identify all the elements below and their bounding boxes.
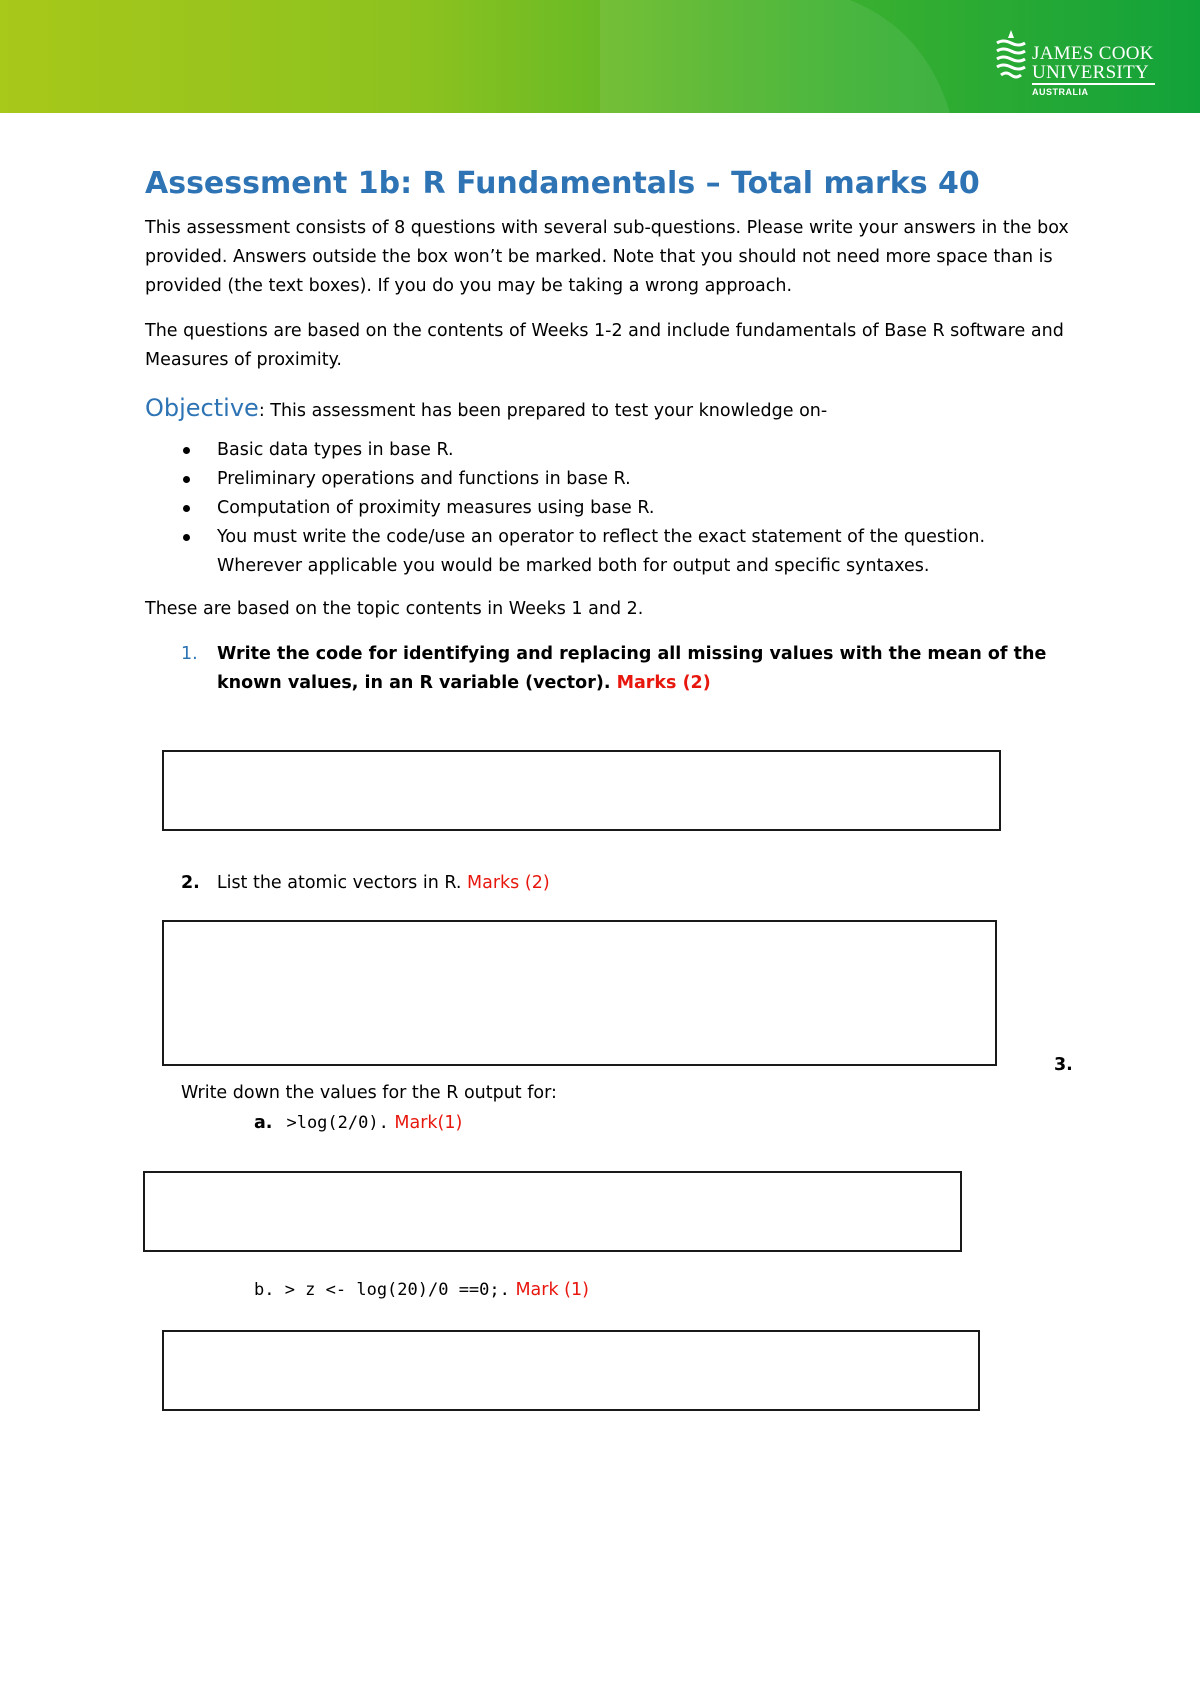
question-2 xyxy=(181,869,550,898)
question-3b-code: b. > z <- log(20)/0 ==0;. xyxy=(254,1280,510,1300)
question-3a-code: >log(2/0). xyxy=(286,1113,389,1133)
answer-box-q3b[interactable] xyxy=(162,1330,980,1411)
question-3a xyxy=(254,1109,462,1138)
answer-box-q3a[interactable] xyxy=(143,1171,962,1252)
objective-line xyxy=(145,391,1075,428)
list-item: Computation of proximity measures using base R. xyxy=(145,494,1075,523)
university-logo xyxy=(994,30,1164,102)
intro-paragraph: This assessment consists of 8 questions with several sub-questions. Please write your answers in the box provided. Answers outside the box won’t be marked. Note that you should not need more space than is provided (the text boxes). If you do you may be taking a wrong approach. xyxy=(145,218,1069,296)
scope-paragraph: The questions are based on the contents of Weeks 1-2 and include fundamentals of Base R software and Measures of proximity. xyxy=(145,321,1064,370)
logo-line-2: UNIVERSITY xyxy=(1032,62,1149,83)
question-3-text: Write down the values for the R output for: xyxy=(181,1083,557,1103)
wave-crest-icon xyxy=(994,30,1028,86)
list-item: You must write the code/use an operator to reflect the exact statement of the question. Wherever applicable you would be marked both for output and specific syntaxes. xyxy=(145,523,1075,581)
bullet-icon xyxy=(183,534,190,541)
question-2-marks: Marks (2) xyxy=(467,873,550,893)
question-1-text: Write the code for identifying and replacing all missing values with the mean of the known values, in an R variable (vector). xyxy=(217,644,1047,693)
list-item: Basic data types in base R. xyxy=(145,436,1075,465)
question-1 xyxy=(145,640,1075,698)
logo-divider xyxy=(1032,83,1155,85)
question-3-number: 3. xyxy=(1054,1055,1073,1075)
question-3b xyxy=(254,1276,589,1305)
question-3b-marks: Mark (1) xyxy=(515,1280,589,1300)
question-1-number: 1. xyxy=(181,644,198,664)
bullet-icon xyxy=(183,447,190,454)
objective-list xyxy=(145,436,1075,581)
objective-heading: Objective xyxy=(145,394,259,422)
logo-line-1: JAMES COOK xyxy=(1032,43,1154,64)
answer-box-q2[interactable] xyxy=(162,920,997,1066)
bullet-icon xyxy=(183,476,190,483)
question-2-number: 2. xyxy=(181,873,200,893)
page-title: Assessment 1b: R Fundamentals – Total marks 40 xyxy=(145,166,980,201)
question-1-marks: Marks (2) xyxy=(616,673,711,693)
list-item: Preliminary operations and functions in base R. xyxy=(145,465,1075,494)
question-2-text: List the atomic vectors in R. xyxy=(216,873,462,893)
document-body xyxy=(145,166,1075,698)
logo-line-3: AUSTRALIA xyxy=(1032,86,1089,97)
question-3a-marks: Mark(1) xyxy=(394,1113,463,1133)
objective-text: : This assessment has been prepared to test your knowledge on- xyxy=(258,401,828,421)
answer-box-q1[interactable] xyxy=(162,750,1001,831)
bullet-icon xyxy=(183,505,190,512)
topic-note: These are based on the topic contents in Weeks 1 and 2. xyxy=(145,599,644,619)
question-3a-label: a. xyxy=(254,1113,273,1133)
